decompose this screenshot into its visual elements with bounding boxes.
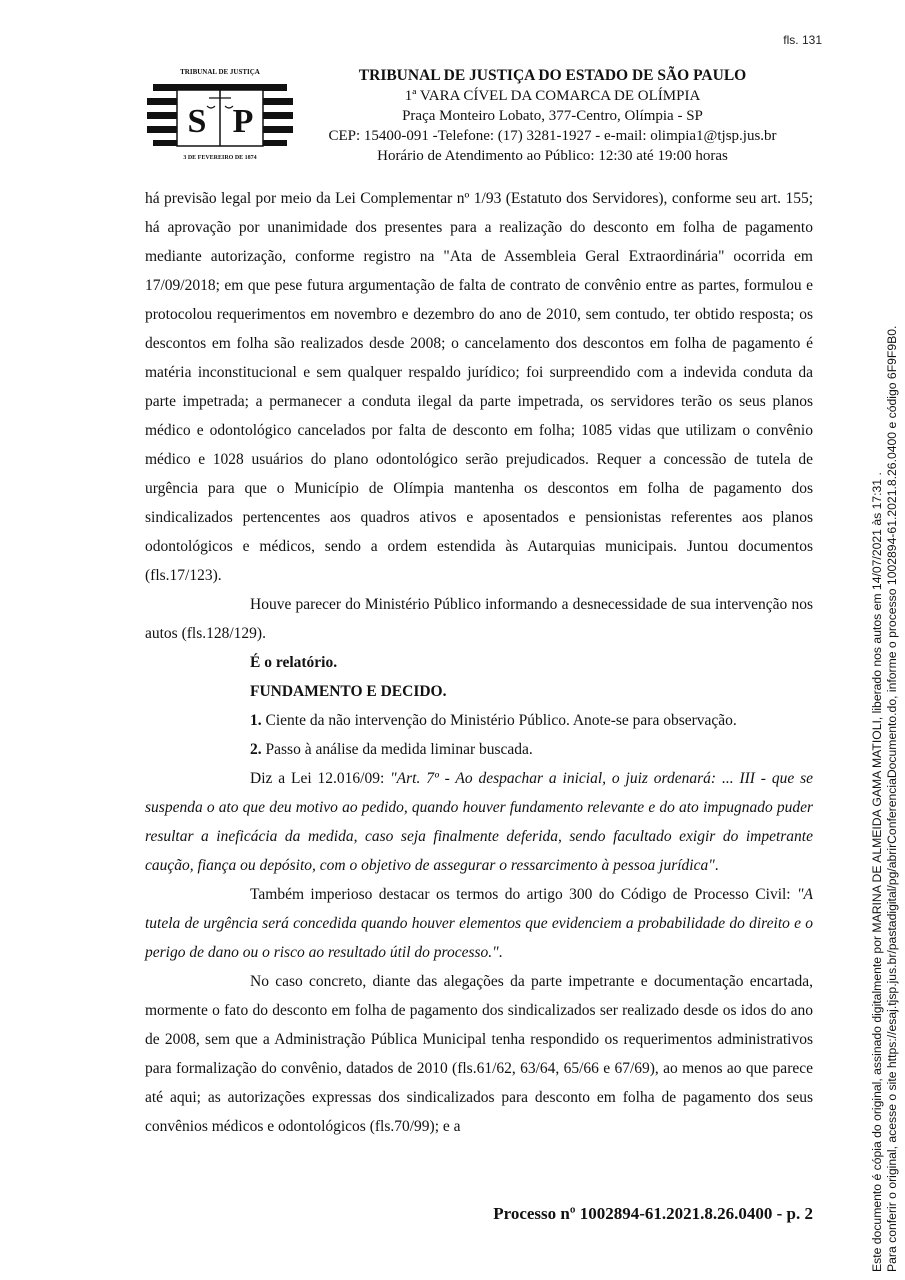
page-marker: fls. 131 [783,33,822,47]
paragraph-4-intro: Também imperioso destacar os termos do artigo 300 do Código de Processo Civil: [250,886,798,903]
side-note-line-1: Este documento é cópia do original, assinado digitalmente por MARINA DE ALMEIDA GAMA MATIOLI, liberado nos autos em 14/07/2021 às 17:31 . [870,472,884,1272]
item-2-text: Passo à análise da medida liminar buscada. [261,741,533,758]
law-quote: "Art. 7º - Ao despachar a inicial, o juiz ordenará: ... III - que se suspenda o ato que deu motivo ao pedido, quando houver fundamento relevante e do ato impugnado puder resultar a ineficácia da medida, caso seja finalmente deferida, sendo facultado exigir do impetrante caução, fiança ou depósito, com o objetivo de assegurar o ressarcimento à pessoa jurídica" [145,770,814,874]
court-address: Praça Monteiro Lobato, 377-Centro, Olímpia - SP [402,108,703,124]
court-name: TRIBUNAL DE JUSTIÇA DO ESTADO DE SÃO PAULO [358,67,747,84]
fundamento-text: FUNDAMENTO E DECIDO. [250,683,447,700]
logo-left-letter: S [187,103,207,140]
process-footer: Processo nº 1002894-61.2021.8.26.0400 - p. 2 [493,1204,813,1223]
court-contact: CEP: 15400-091 -Telefone: (17) 3281-1927 - e-mail: olimpia1@tjsp.jus.br [328,128,777,144]
logo-top-text: TRIBUNAL DE JUSTIÇA [180,68,260,76]
court-header [300,66,805,166]
court-hours: Horário de Atendimento ao Público: 12:30 até 19:00 horas [377,148,728,164]
fundamento-heading [145,677,813,706]
relatorio-heading [145,648,813,677]
signature-side-note [870,10,900,1272]
paragraph-3-intro: Diz a Lei 12.016/09: [250,770,391,787]
logo-right-letter: P [232,103,254,140]
paragraph-3-end: . [714,857,719,874]
paragraph-5: No caso concreto, diante das alegações da parte impetrante e documentação encartada, mormente o fato do desconto em folha de pagamento dos sindicalizados ser realizado desde os idos do ano de 2008, sem que a Administração Pública Municipal tenha respondido os requerimentos administrativos para formalização do convênio, datados de 2010 (fls.61/62, 63/64, 65/66 e 67/69), ao menos ao que parece até aqui; as autorizações expressas dos sindicalizados para desconto em folha de pagamento dos seus convênios médicos e odontológicos (fls.70/99); e a [145,973,813,1135]
cpc-quote: "A tutela de urgência será concedida quando houver elementos que evidenciem a probabilidade do direito e o perigo de dano ou o risco ao resultado útil do processo." [145,886,813,961]
paragraph-1: há previsão legal por meio da Lei Complementar nº 1/93 (Estatuto dos Servidores), conforme seu art. 155; há aprovação por unanimidade dos presentes para a realização do desconto em folha de pagamento mediante autorização, conforme registro na "Ata de Assembleia Geral Extraordinária" ocorrida em 17/09/2018; em que pese futura argumentação de falta de contrato de convênio entre as partes, formulou e protocolou requerimentos em novembro e dezembro do ano de 2010, sem contudo, ter obtido resposta; os descontos em folha são realizados desde 2008; o cancelamento dos descontos em folha de pagamento é matéria inconstitucional e sem qualquer respaldo jurídico; foi surpreendido com a indevida conduta da parte impetrada; a permanecer a conduta ilegal da parte impetrada, os servidores terão os seus planos médico e odontológico cancelados por falta de desconto em folha; 1085 vidas que utilizam o convênio médico e 1028 usuários do plano odontológico serão prejudicados. Requer a concessão de tutela de urgência para que o Município de Olímpia mantenha os descontos em folha de pagamento dos sindicalizados pertencentes aos quadros ativos e aposentados e pensionistas referentes aos planos odontológicos e médicos, sendo a ordem estendida às Autarquias municipais. Juntou documentos (fls.17/123). [145,190,813,584]
paragraph-3 [145,764,813,880]
tjsp-logo [145,62,295,162]
paragraph-4-end: . [498,944,503,961]
vara-name: 1ª VARA CÍVEL DA COMARCA DE OLÍMPIA [404,88,701,104]
document-body [145,184,813,1141]
item-2-number: 2. [250,741,262,758]
logo-bottom-text: 3 DE FEVEREIRO DE 1874 [183,155,257,161]
item-2 [145,735,813,764]
item-1 [145,706,813,735]
side-note-line-2: Para conferir o original, acesse o site https://esaj.tjsp.jus.br/pastadigital/pg/abrirConferenciaDocumento.do, informe o processo 1002894-61.2021.8.26.0400 e código 6F9F9B0. [885,325,899,1272]
relatorio-text: É o relatório. [250,654,338,671]
paragraph-4 [145,880,813,967]
item-1-text: Ciente da não intervenção do Ministério Público. Anote-se para observação. [261,712,737,729]
paragraph-2: Houve parecer do Ministério Público informando a desnecessidade de sua intervenção nos autos (fls.128/129). [145,596,813,642]
item-1-number: 1. [250,712,262,729]
